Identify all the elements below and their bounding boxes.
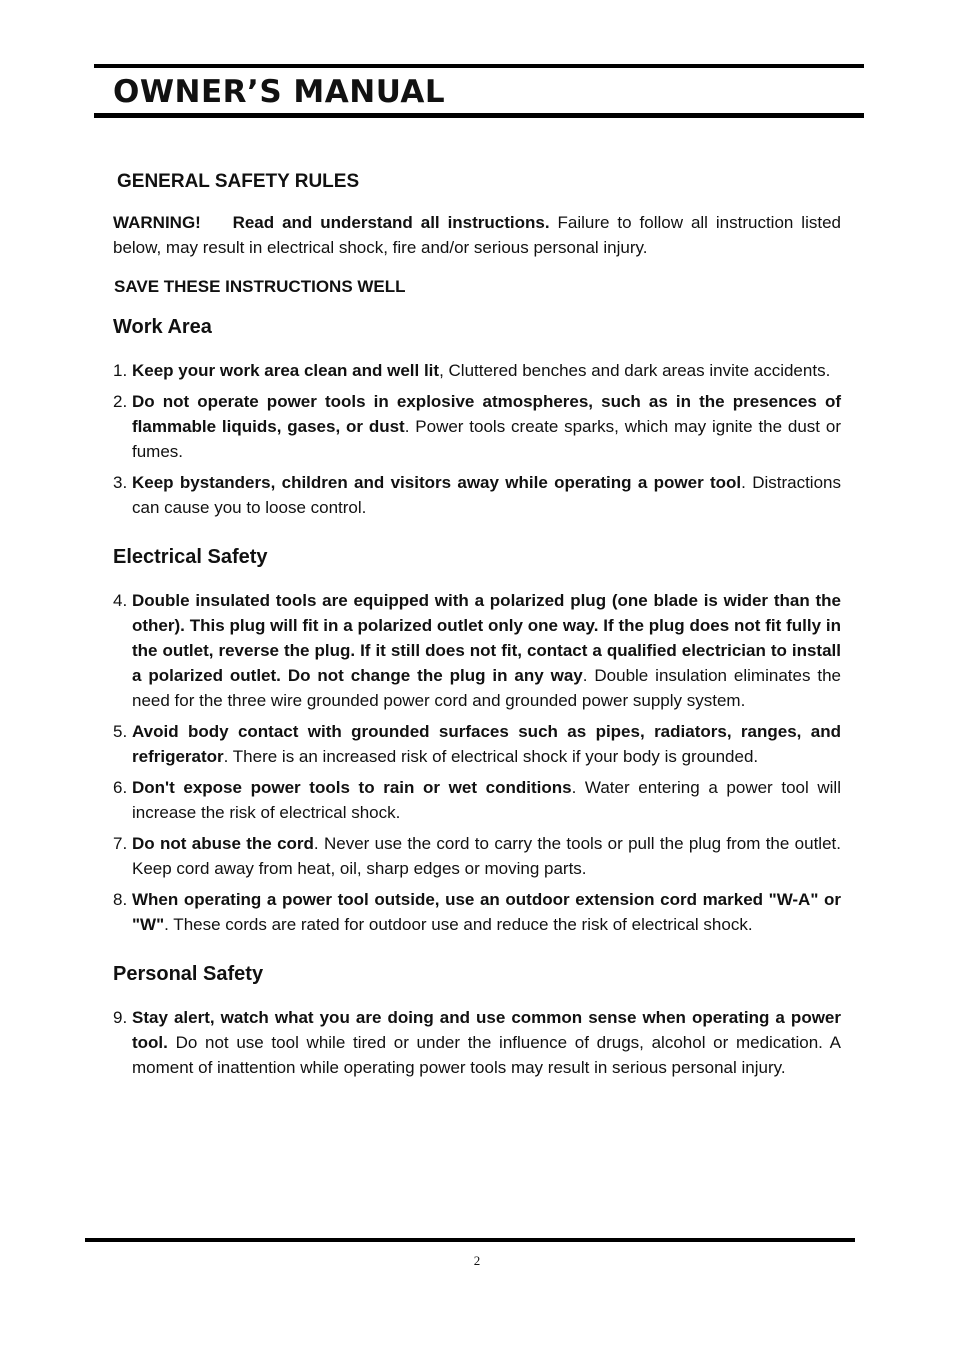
list-item [113, 358, 841, 383]
electrical-safety-heading: Electrical Safety [113, 546, 268, 568]
section-title: GENERAL SAFETY RULES [117, 171, 360, 192]
item-text: . There is an increased risk of electrical shock if your body is grounded. [223, 747, 759, 766]
work-area-list [113, 358, 841, 520]
item-number: 5. [113, 722, 128, 741]
item-text: . These cords are rated for outdoor use and reduce the risk of electrical shock. [164, 915, 753, 934]
electrical-safety-list [113, 588, 841, 937]
item-bold: Do not operate power tools in explosive atmospheres, such as in the presences of flammable liquids, gases, or dust [132, 392, 841, 436]
warning-bold: Read and understand all instructions. [232, 213, 550, 232]
warning-text: Failure to follow all instruction listed below, may result in electrical shock, fire and/or serious personal injury. [113, 213, 841, 257]
item-text: . Distractions can cause you to loose control. [132, 473, 841, 517]
item-text: . Water entering a power tool will increase the risk of electrical shock. [132, 778, 841, 822]
item-bold: When operating a power tool outside, use an outdoor extension cord marked "W-A" or "W" [132, 890, 841, 934]
item-number: 1. [113, 361, 128, 380]
save-instructions-line: SAVE THESE INSTRUCTIONS WELL [114, 277, 406, 296]
item-number: 3. [113, 473, 128, 492]
work-area-heading: Work Area [113, 316, 212, 338]
list-item [113, 1005, 841, 1080]
item-bold: Keep your work area clean and well lit [132, 361, 440, 380]
item-text: . Double insulation eliminates the need for the three wire grounded power cord and grounded power supply system. [132, 666, 841, 710]
list-item [113, 719, 841, 769]
item-number: 7. [113, 834, 128, 853]
header-top-rule [94, 64, 864, 68]
item-bold: Don't expose power tools to rain or wet conditions [132, 778, 572, 797]
item-bold: Do not abuse the cord [132, 834, 314, 853]
personal-safety-heading: Personal Safety [113, 963, 264, 985]
list-item [113, 389, 841, 464]
list-item [113, 470, 841, 520]
header-bottom-rule [94, 113, 864, 118]
item-text: Do not use tool while tired or under the influence of drugs, alcohol or medication. A moment of inattention while operating power tools may result in serious personal injury. [132, 1033, 841, 1077]
warning-label: WARNING! [113, 213, 201, 232]
list-item [113, 887, 841, 937]
item-number: 2. [113, 392, 128, 411]
item-bold: Stay alert, watch what you are doing and use common sense when operating a power tool. [132, 1008, 841, 1052]
item-text: , Cluttered benches and dark areas invite accidents. [439, 361, 831, 380]
item-number: 6. [113, 778, 128, 797]
personal-safety-list [113, 1005, 841, 1080]
list-item [113, 831, 841, 881]
document-title: OWNER’S MANUAL [113, 74, 446, 110]
page-content [113, 170, 841, 1086]
list-item [113, 588, 841, 713]
item-number: 9. [113, 1008, 128, 1027]
list-item [113, 775, 841, 825]
item-number: 4. [113, 591, 128, 610]
item-bold: Avoid body contact with grounded surfaces such as pipes, radiators, ranges, and refrigerator [132, 722, 841, 766]
item-bold: Keep bystanders, children and visitors away while operating a power tool [132, 473, 742, 492]
page-number: 2 [473, 1253, 481, 1268]
item-bold: Double insulated tools are equipped with a polarized plug (one blade is wider than the other). This plug will fit in a polarized outlet only one way. If the plug does not fit fully in the outlet, reverse the plug. If it still does not fit, contact a qualified electrician to install a polarized outlet. Do not change the plug in any way [132, 591, 841, 685]
item-text: . Never use the cord to carry the tools or pull the plug from the outlet. Keep cord away from heat, oil, sharp edges or moving parts. [132, 834, 841, 878]
item-text: . Power tools create sparks, which may ignite the dust or fumes. [132, 417, 841, 461]
footer-rule [85, 1238, 855, 1242]
warning-paragraph [113, 210, 841, 260]
item-number: 8. [113, 890, 128, 909]
